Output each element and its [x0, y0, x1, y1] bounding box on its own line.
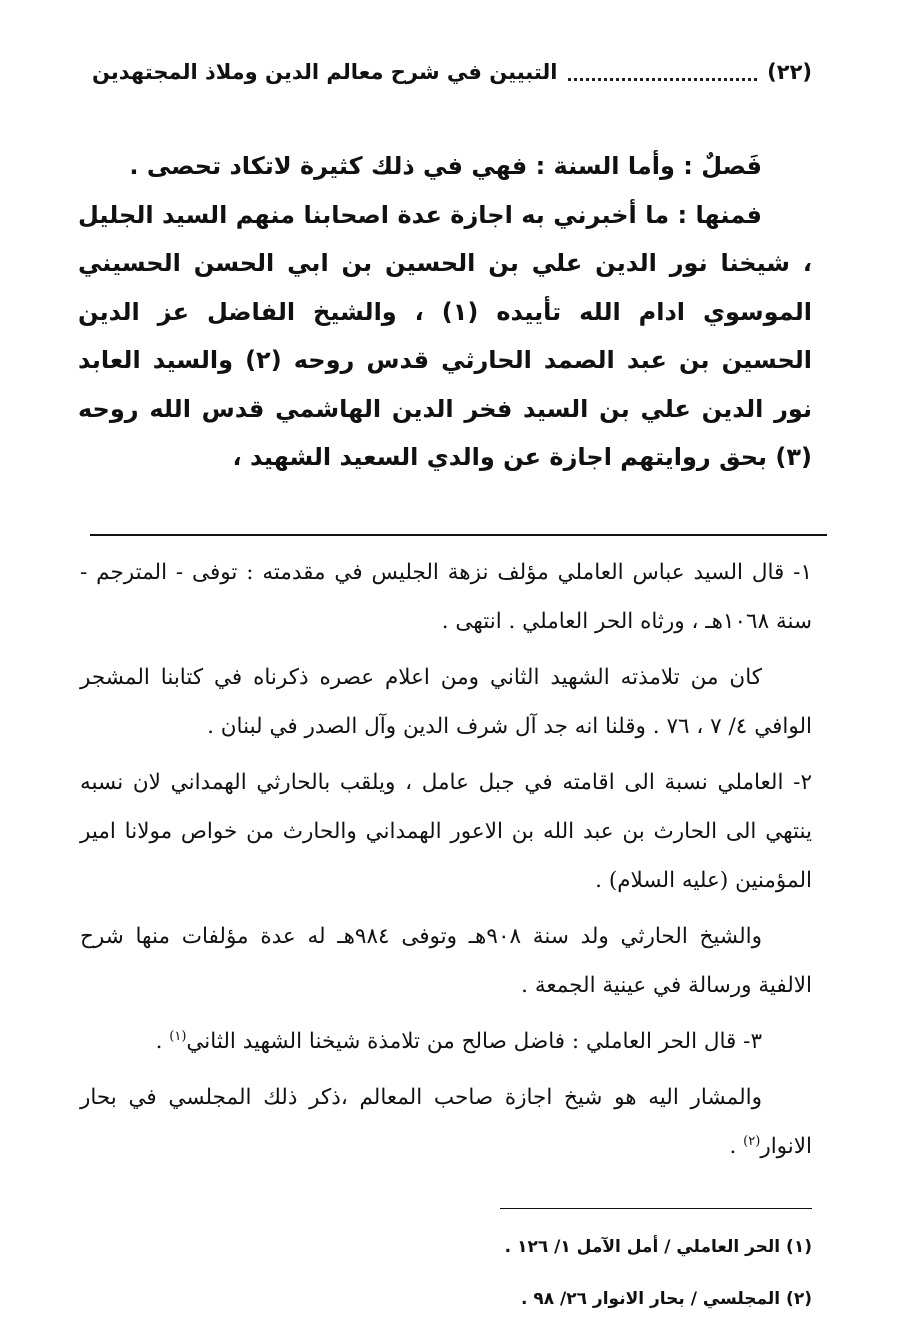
- note-2-continuation: والشيخ الحارثي ولد سنة ٩٠٨هـ وتوفى ٩٨٤هـ له عدة مؤلفات منها شرح الالفية ورسالة في عينية الجمعة .: [80, 924, 812, 998]
- narration-text-part-4: بحق روايتهم اجازة عن والدي السعيد الشهيد ،: [232, 443, 768, 471]
- footnote-ref-3: (٣): [775, 443, 812, 471]
- page-number: (٢٢): [767, 60, 812, 84]
- note-3b-end: .: [729, 1134, 737, 1159]
- footnote-ref-1: (١): [441, 297, 479, 326]
- footnote-1: (١) الحر العاملي / أمل الآمل ١/ ١٢٦ .: [504, 1237, 812, 1257]
- footnote-separator: [500, 1208, 812, 1209]
- note-2: ٢- العاملي نسبة الى اقامته في جبل عامل ، ويلقب بالحارثي الهمداني لان نسبه ينتهي الى الحارث بن عبد الله بن الاعور الهمداني والحارث من خواص مولانا امير المؤمنين (عليه السلام) .: [80, 770, 812, 893]
- book-title: التبيين في شرح معالم الدين وملاذ المجتهدين: [92, 60, 558, 84]
- note-3b-text: والمشار اليه هو شيخ اجازة صاحب المعالم ،ذكر ذلك المجلسي في بحار الانوار: [80, 1085, 812, 1159]
- header-dot-leader: [568, 64, 758, 81]
- narration-text-part-1: فمنها : ما أخبرني به اجازة عدة اصحابنا منهم السيد الجليل ، شيخنا نور الدين علي بن الحسين بن ابي الحسن الحسيني الموسوي ادام الله تأييده: [78, 200, 813, 326]
- narration-text-part-2: ، والشيخ الفاضل عز الدين الحسين بن عبد الصمد الحارثي قدس روحه: [78, 297, 812, 374]
- footnote-ref-2: (٢): [245, 346, 282, 374]
- running-header: [92, 52, 812, 92]
- note-3: [80, 1017, 812, 1066]
- note-3-footnote-marker: (١): [169, 1028, 187, 1044]
- narration-paragraph: [78, 191, 812, 482]
- main-body: [78, 142, 812, 482]
- footnote-2: (٢) المجلسي / بحار الانوار ٢٦/ ٩٨ .: [520, 1289, 812, 1309]
- note-1: ١- قال السيد عباس العاملي مؤلف نزهة الجليس في مقدمته : توفى - المترجم - سنة ١٠٦٨هـ ، ورثاه الحر العاملي . انتهى .: [80, 560, 812, 634]
- narration-text-part-3: والسيد العابد نور الدين علي بن السيد فخر الدين الهاشمي قدس الله روحه: [78, 346, 812, 423]
- editor-notes: [80, 548, 812, 1171]
- note-3-end: .: [155, 1029, 163, 1054]
- note-3-continuation: [80, 1073, 812, 1171]
- section-heading-paragraph: فَصلٌ : وأما السنة : فهي في ذلك كثيرة لاتكاد تحصى .: [129, 152, 762, 180]
- note-3-text: ٣- قال الحر العاملي : فاضل صالح من تلامذة شيخنا الشهيد الثاني: [186, 1029, 762, 1054]
- notes-separator: [90, 534, 827, 536]
- note-1-continuation: كان من تلامذته الشهيد الثاني ومن اعلام عصره ذكرناه في كتابنا المشجر الوافي ٤/ ٧ ، ٧٦ . وقلنا انه جد آل شرف الدين وآل الصدر في لبنان .: [80, 665, 812, 739]
- note-3b-footnote-marker: (٢): [743, 1133, 761, 1149]
